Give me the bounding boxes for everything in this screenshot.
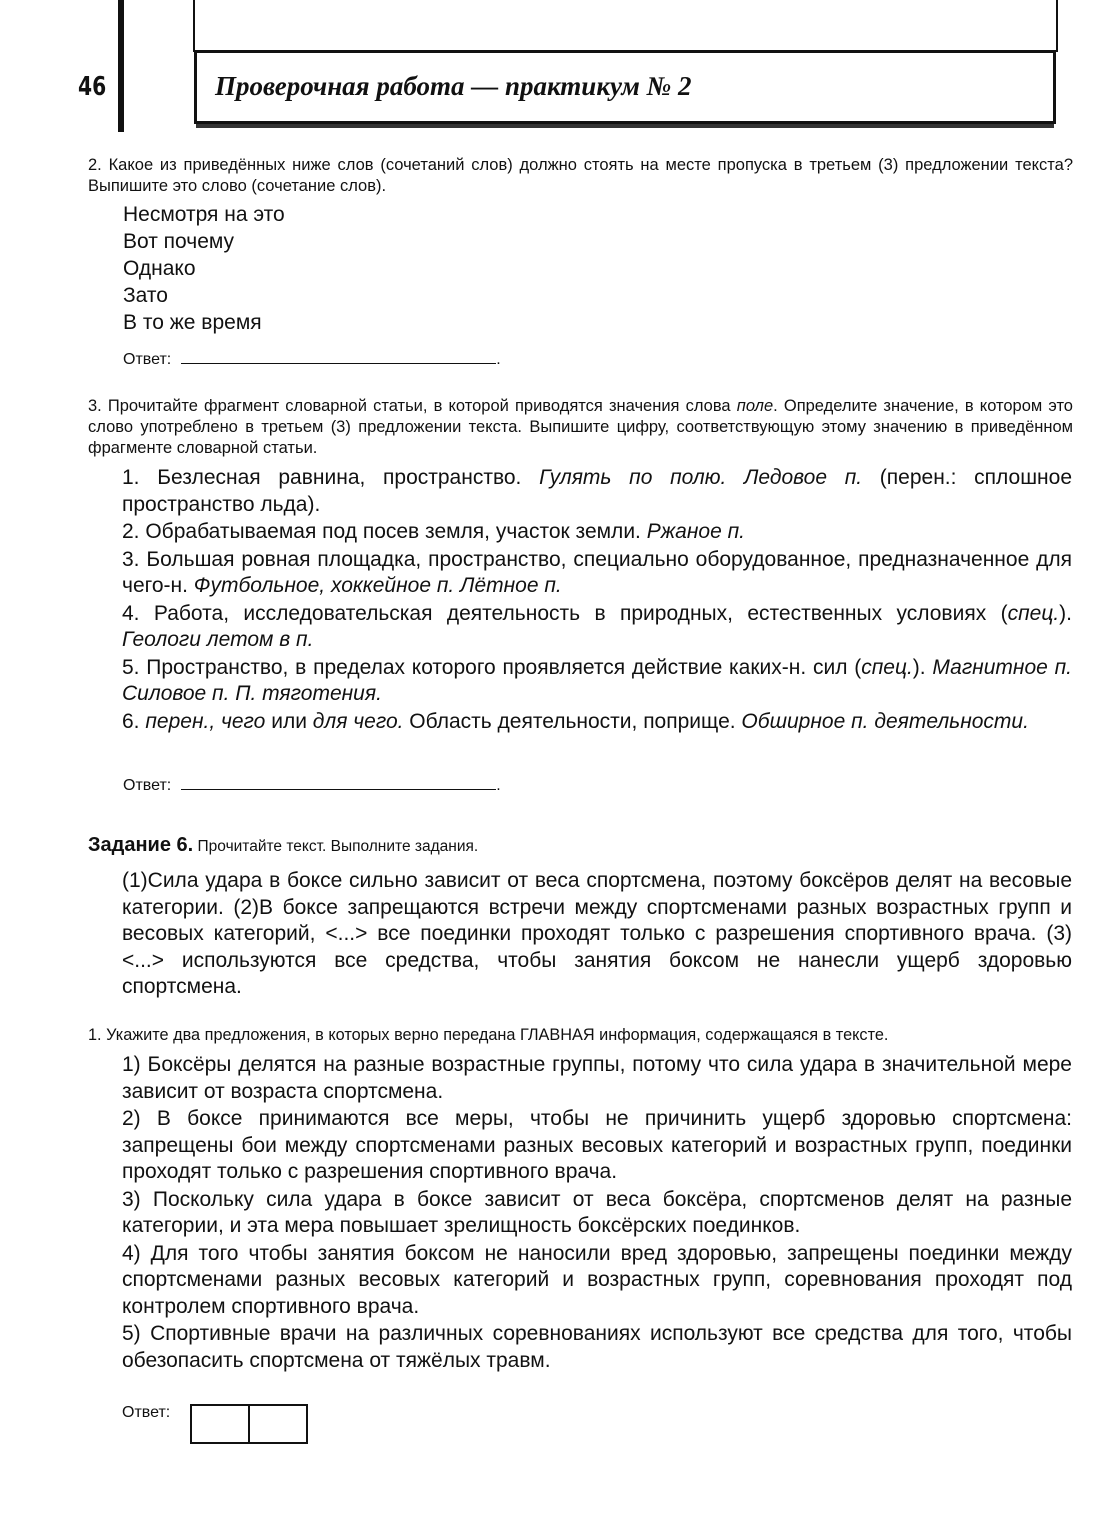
- page-number: 46: [78, 72, 107, 102]
- task-6-instruction: Прочитайте текст. Выполните задания.: [197, 838, 479, 855]
- definition-3: 3. Большая ровная площадка, пространство, специально оборудованное, предназначенное для чего-н. Футбольное, хоккейное п. Лётное п.: [122, 547, 1072, 597]
- definition-4: 4. Работа, исследовательская деятельность в природных, естественных условиях (спец.). Геологи летом в п.: [122, 601, 1072, 651]
- question-1-text: 1. Укажите два предложения, в которых верно передана ГЛАВНАЯ информация, содержащаяся в тексте.: [88, 1026, 889, 1044]
- statement-1: 1) Боксёры делятся на разные возрастные группы, потому что сила удара в значительной мере зависит от возраста спортсмена.: [122, 1053, 1072, 1103]
- question-1-answer-label: Ответ:: [122, 1404, 171, 1421]
- statements-list: [122, 1052, 1072, 1375]
- option-3: Однако: [123, 257, 196, 280]
- option-5: В то же время: [123, 311, 262, 334]
- statement-5: 5) Спортивные врачи на различных соревнованиях используют все средства для того, чтобы обезопасить спортсмена от тяжёлых травм.: [122, 1322, 1072, 1372]
- option-1: Несмотря на это: [123, 203, 285, 226]
- statement-3: 3) Поскольку сила удара в боксе зависит от веса боксёра, спортсменов делят на разные категории, и эта мера повышает зрелищность боксёрских поединков.: [122, 1187, 1072, 1237]
- definition-1: 1. Безлесная равнина, пространство. Гулять по полю. Ледовое п. (перен.: сплошное пространство льда).: [122, 466, 1072, 516]
- answer-label: Ответ:: [123, 777, 172, 794]
- task-6-passage: (1)Сила удара в боксе сильно зависит от веса спортсмена, поэтому боксёров делят на весовые категории. (2)В боксе запрещаются встречи между спортсменами разных возрастных групп и весовых категорий, <...> все поединки проходят только с разрешения спортивного врача. (3) <...> используются все средства, чтобы занятия боксом не нанесли ущерб здоровью спортсмена.: [122, 869, 1072, 998]
- task-6-title: Задание 6.: [88, 834, 194, 856]
- answer-cell-2[interactable]: [248, 1406, 306, 1442]
- header-box: [194, 50, 1056, 124]
- question-2-answer: Ответ: .: [123, 351, 501, 368]
- answer-box: [190, 1404, 308, 1444]
- definition-6: 6. перен., чего или для чего. Область деятельности, поприще. Обширное п. деятельности.: [122, 709, 1029, 733]
- answer-label: Ответ:: [123, 351, 172, 368]
- answer-input-line[interactable]: [181, 349, 496, 364]
- question-3-answer: Ответ: .: [123, 777, 501, 794]
- definition-2: 2. Обрабатываемая под посев земля, участок земли. Ржаное п.: [122, 520, 745, 543]
- question-2-text: 2. Какое из приведённых ниже слов (сочетаний слов) должно стоять на месте пропуска в третьем (3) предложении текста? Выпишите это слово (сочетание слов).: [88, 156, 1073, 195]
- definition-5: 5. Пространство, в пределах которого проявляется действие каких-н. сил (спец.). Магнитное п. Силовое п. П. тяготения.: [122, 655, 1072, 705]
- option-2: Вот почему: [123, 230, 235, 253]
- page-title: Проверочная работа — практикум № 2: [215, 71, 692, 101]
- option-4: Зато: [123, 284, 168, 307]
- answer-input-line[interactable]: [181, 775, 496, 790]
- task-6-heading: [88, 834, 478, 857]
- answer-cell-1[interactable]: [192, 1406, 248, 1442]
- header-frame-left: [193, 0, 195, 52]
- question-3-text: 3. Прочитайте фрагмент словарной статьи, в которой приводятся значения слова поле. Определите значение, в котором это слово употреблено в третьем (3) предложении текста. Выпишите цифру, соответствующую этому значению в приведённом фрагменте словарной статьи.: [88, 397, 1073, 457]
- dictionary-definitions: [122, 465, 1072, 736]
- header-frame-right: [1056, 0, 1058, 52]
- left-margin-rule: [118, 0, 124, 132]
- statement-4: 4) Для того чтобы занятия боксом не наносили вред здоровью, запрещены поединки между спортсменами разных весовых категорий и возрастных групп, соревнования проходят под контролем спортивного врача.: [122, 1241, 1072, 1318]
- statement-2: 2) В боксе принимаются все меры, чтобы не причинить ущерб здоровью спортсмена: запрещены бои между спортсменами разных весовых категорий и возрастных групп, поединки проходят только с разрешения спортивного врача.: [122, 1107, 1072, 1183]
